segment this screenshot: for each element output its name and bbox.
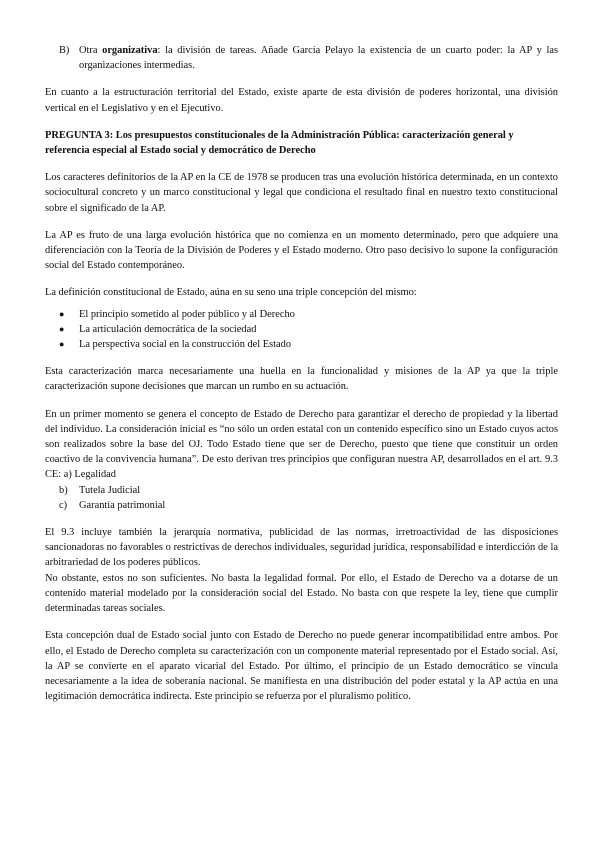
paragraph: La definición constitucional de Estado, aúna en su seno una triple concepción del mismo: [45,287,417,299]
list-item: c) Garantía patrimonial [45,498,558,513]
paragraph: Esta caracterización marca necesariamente una huella en la funcionalidad y misiones de la AP ya que la triple caracterización supone decisiones que marcan un rumbo en su actuación. [45,366,558,393]
paragraph: En un primer momento se genera el concepto de Estado de Derecho para garantizar el derecho de propiedad y la libertad del individuo. La consideración inicial es “no sólo un orden estatal con un contenido específico sino un Estado cuyos actos son realizados sobre la base del OJ. Todo Estado tiene que ser de Derecho, puesto que tiene que constituir un orden coactivo de la convivencia humana”. De esto derivan tres principios que configuran nuestra AP, desarrollados en el art. 9.3 CE: a) Legalidad [45,408,558,481]
paragraph-territorial: En cuanto a la estructuración territorial del Estado, existe aparte de esta división de poderes horizontal, una división vertical en el Legislativo y en el Ejecutivo. [45,87,558,114]
paragraph: El 9.3 incluye también la jerarquía normativa, publicidad de las normas, irretroactividad de las disposiciones sancionadoras no favorables o restrictivas de derechos individuales, seguridad jurídica, responsabilidad e interdicción de la arbitrariedad de los poderes públicos. [45,527,558,569]
paragraph: Los caracteres definitorios de la AP en la CE de 1978 se producen tras una evolución histórica determinada, en un contexto sociocultural concreto y un marco constitucional y legal que condiciona el resultado final en nuestro texto constitucional sobre el significado de la AP. [45,172,558,214]
document-page [45,43,558,704]
bullet-marker: ● [59,323,65,334]
bullet-marker: ● [59,308,65,319]
list-item: b) Tutela Judicial [45,483,558,498]
paragraph: La AP es fruto de una larga evolución histórica que no comienza en un momento determinado, pero que adquiere una diferenciación con la Teoría de la División de Poderes y el Estado moderno. Otro paso decisivo lo supone la configuración social del Estado contemporáneo. [45,229,558,272]
paragraph: Esta concepción dual de Estado social junto con Estado de Derecho no puede generar incompatibilidad entre ambos. Por ello, el Estado de Derecho completa su caracterización con un componente material representado por el Estado social. Así, la AP se convierte en el aparato vicarial del Estado. Por último, el principio de un Estado democrático se vincula necesariamente a la idea de soberanía nacional. Se manifiesta en una distribución del poder estatal y la AP actúa en una legitimación democrática indirecta. Este principio se refuerza por el pluralismo político. [45,630,558,703]
bullet-item: ● El principio sometido al poder público y al Derecho [45,307,558,322]
list-item-text: Otra organizativa: la división de tareas. Añade García Pelayo la existencia de un cuarto poder: la AP y las organizaciones intermedias. [79,45,558,72]
list-marker: b) [59,484,68,496]
question-heading: PREGUNTA 3: Los presupuestos constitucionales de la Administración Pública: caracterización general y referencia especial al Estado social y democrático de Derecho [45,129,514,157]
list-marker: B) [59,45,70,56]
list-marker: c) [59,499,68,511]
bullet-marker: ● [59,339,65,350]
bullet-list [45,307,558,353]
bullet-item: ● La perspectiva social en la construcción del Estado [45,337,558,352]
bullet-item: ● La articulación democrática de la sociedad [45,322,558,337]
paragraph: No obstante, estos no son suficientes. No basta la legalidad formal. Por ello, el Estado de Derecho va a dotarse de un contenido material modelado por la consideración social del Estado. No basta con que respete la ley, tiene que cumplir determinadas tareas sociales. [45,572,558,615]
list-item-b [45,43,558,73]
bold-term: organizativa [102,45,158,56]
